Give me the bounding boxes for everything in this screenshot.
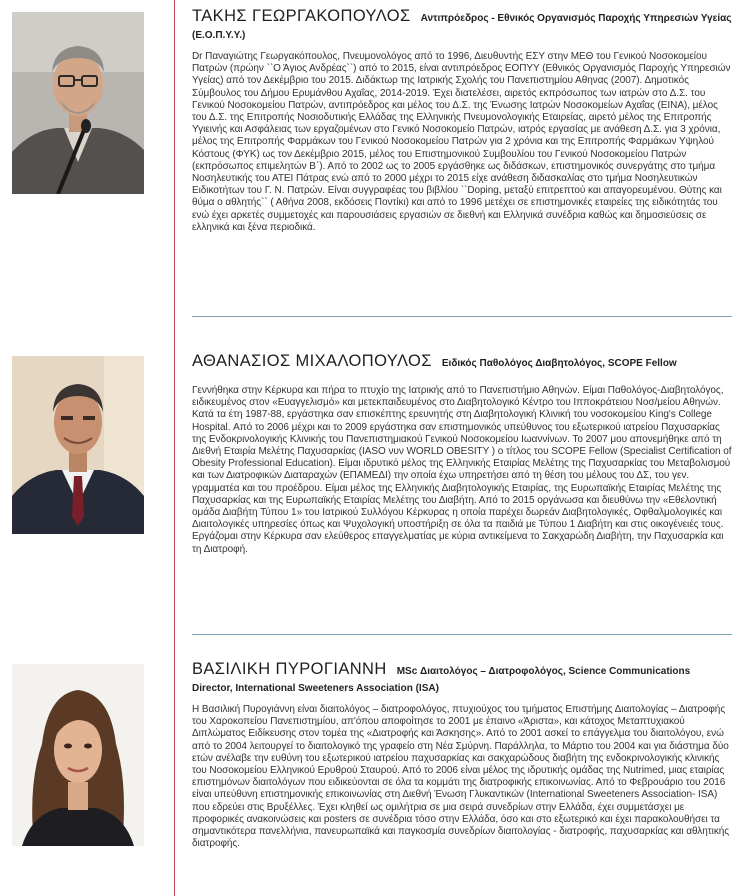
bio-heading (192, 354, 732, 371)
bio-heading (192, 662, 732, 696)
speaker-role: MSc Διαιτολόγος – Διατροφολόγος, Science Communications Director, International Sweeteners Association (ISA) (192, 666, 691, 694)
speaker-role: Αντιπρόεδρος - Εθνικός Οργανισμός Παροχής Υπηρεσιών Υγείας (Ε.Ο.Π.Υ.Υ.) (192, 13, 732, 41)
bio-heading (192, 9, 732, 43)
speaker-name: ΒΑΣΙΛΙΚΗ ΠΥΡΟΓΙΑΝΝΗ (192, 660, 387, 678)
vertical-divider-line (174, 0, 175, 896)
bio-paragraph: Γεννήθηκα στην Κέρκυρα και πήρα το πτυχίο της Ιατρικής από το Πανεπιστήμιο Αθηνών. Είμαι Παθολόγος-Διαβητολόγος, ειδικευμένος στον «Ευαγγελισμό» και μετεκπαιδευμένος στο Διαβητολογικό Κέντρο του Ιπποκράτειου Νοσ/μείου Αθηνών. Κατά τα έτη 1987-88, εργάστηκα σαν επισκέπτης ερευνητής στη Διαβητολογική Κλινική του νοσοκομείου King's College Hospital. Από το 2006 μέχρι και το 2009 εργάστηκα σαν επιστημονικός υπεύθυνος του εξωτερικού ιατρείου Παχυσαρκίας της Ενδοκρινολογικής Κλινικής του Πανεπιστημιακού Γενικού Νοσοκομείου Ιωαννίνων. Το 2007 μου απονεμήθηκε από τη Διεθνή Εταιρία Μελέτης Παχυσαρκίας (IASO νυν WORLD OBESITY ) ο τίτλος του SCOPE Fellow (Specialist Certification of Obesity Professional Education). Είμαι ιδρυτικό μέλος της Ελληνικής Εταιρίας Μελέτης της Παχυσαρκίας του Μεταβολισμού και των Διατροφικών Διαταραχών (ΕΠΑΜΕΔΙ) την οποία έχω υπηρετήσει από τη θέση του μέλους του ΔΣ, του γεν. γραμματέα και του προέδρου. Είμαι μέλος της Ελληνικής Διαβητολογικής Εταιρίας, της Ευρωπαϊκής Εταιρίας Μελέτης της Παχυσαρκίας και της Ευρωπαϊκής Εταιρίας Μελέτης του Διαβήτη. Από το 2015 οργάνωσα και διευθύνω την «Εθελοντική ομάδα Διαβήτη Τύπου 1» του Ιατρικού Συλλόγου Κέρκυρας η οποία παρέχει δωρεάν Διαβητολογικές, Οφθαλμολογικές και Διαιτολογικές υπηρεσίες όπως και Ψυχολογική υποστήριξη σε όλα τα παιδιά με Τύπου 1 Διαβήτη και στις οικογένειές τους. Εργάζομαι στην Κέρκυρα σαν ελεύθερος επαγγελματίας με κύρια αντικείμενα το Σακχαρώδη Διαβήτη, την Παχυσαρκία και τη Διατροφή. (192, 385, 732, 555)
bio-text-column (192, 354, 732, 556)
portrait-woman-long-hair-icon (12, 664, 144, 846)
speaker-name: ΤΑΚΗΣ ΓΕΩΡΓΑΚΟΠΟΥΛΟΣ (192, 7, 411, 25)
speaker-photo (12, 664, 144, 846)
speaker-name: ΑΘΑΝΑΣΙΟΣ ΜΙΧΑΛΟΠΟΥΛΟΣ (192, 352, 432, 370)
speaker-photo (12, 356, 144, 534)
bio-paragraph: Η Βασιλική Πυρογιάννη είναι διαιτολόγος – διατροφολόγος, πτυχιούχος του τμήματος Επιστήμης Διαιτολογίας – Διατροφής του Χαροκοπείου Πανεπιστημίου, απ'όπου αποφοίτησε το 2001 με έπαινο «Άριστα», και κάτοχος Μεταπτυχιακού Διπλώματος Ειδίκευσης στον τομέα της «Διατροφής και Άσκησης». Από το 2001 ασκεί το επάγγελμα του διαιτολόγου, ενώ από το 2004 λειτουργεί το διαιτολογικό της γραφείο στη Νέα Σμύρνη. Παράλληλα, το Μάρτιο του 2004 και για διάστημα δύο ετών ανέλαβε την ευθύνη του εξωτερικού ιατρείου παχυσαρκίας και σακχαρώδους διαβήτη της ενδοκρινολογικής κλινικής του Νοσοκομείου Ελληνικού Ερυθρού Σταυρού. Από το 2006 είναι μέλος της ιδρυτικής ομάδας της Nutrimed, μιας εταιρίας επιστημόνων διαιτολόγων που ειδικεύονται σε όλα τα κομμάτι της διατροφικής επικοινωνίας. Από το Φεβρουάριο του 2016 είναι υπεύθυνη επιστημονικής επικοινωνίας στη Διεθνή Ένωση Γλυκαντικών (International Sweeteners Association- ISA) που εδρεύει στις Βρυξέλλες. Έχει κληθεί ως ομιλήτρια σε μια σειρά συνεδρίων στην Ελλάδα, έχει συμμετάσχει με προφορικές ανακοινώσεις και posters σε συνέδρια τόσο στην Ελλάδα, όσο και στο εξωτερικό και έχει παρακολουθήσει τα σημαντικότερα πανελλήνια, πανευρωπαϊκά και παγκοσμία συνεδρίων διαιτολογίας - διατροφής, παχυσαρκίας και αθλητικής διατροφής. (192, 704, 730, 850)
bio-separator (192, 316, 732, 317)
speaker-photo (12, 12, 144, 194)
speaker-role: Ειδικός Παθολόγος Διαβητολόγος, SCOPE Fellow (441, 358, 677, 369)
bio-text-column (192, 9, 732, 234)
bio-text-column (192, 662, 732, 850)
portrait-man-glasses-microphone-icon (12, 12, 144, 194)
bio-separator (192, 634, 732, 635)
portrait-man-suit-tie-icon (12, 356, 144, 534)
bio-paragraph: Dr Παναγιώτης Γεωργακόπουλος, Πνευμονολόγος από το 1996, Διευθυντής ΕΣΥ στην ΜΕΘ του Γενικού Νοσοκομείου Πατρών (πρώην ``Ο Άγιος Ανδρέας``) από το 2015, είναι αντιπρόεδρος ΕΟΠΥΥ (Εθνικός Οργανισμός Παροχής Υπηρεσιών Υγείας) από τον Δεκέμβριο του 2015. Διδάκτωρ της Ιατρικής Σχολής του Πανεπιστημίου Αθηνας (2007). Δημοτικός Σύμβουλος του Δήμου Ερυμάνθου Αχαΐας, 2014-2019. Έχει διατελέσει, αιρετός εκπρόσωπος των ιατρών στο Δ.Σ. του Γενικού Νοσοκομείου Πατρών, αντιπρόεδρος και μέλος του Δ.Σ. της Ένωσης Ιατρών Νοσοκομείων Αχαΐας (ΕΙΝΑ), μέλος του Δ.Σ. της Επιτροπής Νοσιοδυτικής Ελλάδας της Ελληνικής Πνευμονολογικής Εταιρείας, αιρετό μέλος της Επιτροπής Υγιεινής και Ασφάλειας των εργαζομένων στο Γενικό Νοσοκομείο Πατρών, ιατρός εργασίας με ανάθεση Δ.Σ. για 3 χρόνια, μέλος της Επιτροπής Φαρμάκων του Γενικού Νοσοκομείου Πατρών για 2 χρόνια και της Επιτροπής Φαρμάκων Υψηλού Κόστους (ΦΥΚ) ως τον Δεκέμβριο 2015, μέλος του Επιστημονικού Συμβουλίου του Γενικού Νοσοκομείου Πατρών (εκπρόσωπος επιμελητών Β΄). Από το 2002 ως το 2005 εργάσθηκε ως διδάσκων, επιστημονικός συνεργάτης στο τμήμα Νοσηλευτικής του ΑΤΕΙ Πάτρας ενώ από το 2000 μέχρι το 2015 είχε ανάθεση διδασκαλίας στο τμήμα Νοσηλευτικών Ειδικοτήτων του Γ. Ν. Πατρών. Είναι συγγραφέας του βιβλίου ``Doping, μεταξύ επιτρεπτού και απαγορευμένου. Θύτης και θύμα ο αθλητής`` ( Αθήνα 2008, εκδόσεις Ποντίκι) και από το 1996 μετέχει σε επιστημονικές εταιρείες της ειδικότητάς του ενώ έχει αρκετές συμμετοχές και παρουσιάσεις εργασιών σε διεθνή και Ελληνικά συνέδρια καθώς και δημοσιεύσεις σε ελληνικά και ξένα περιοδικά. (192, 51, 731, 233)
